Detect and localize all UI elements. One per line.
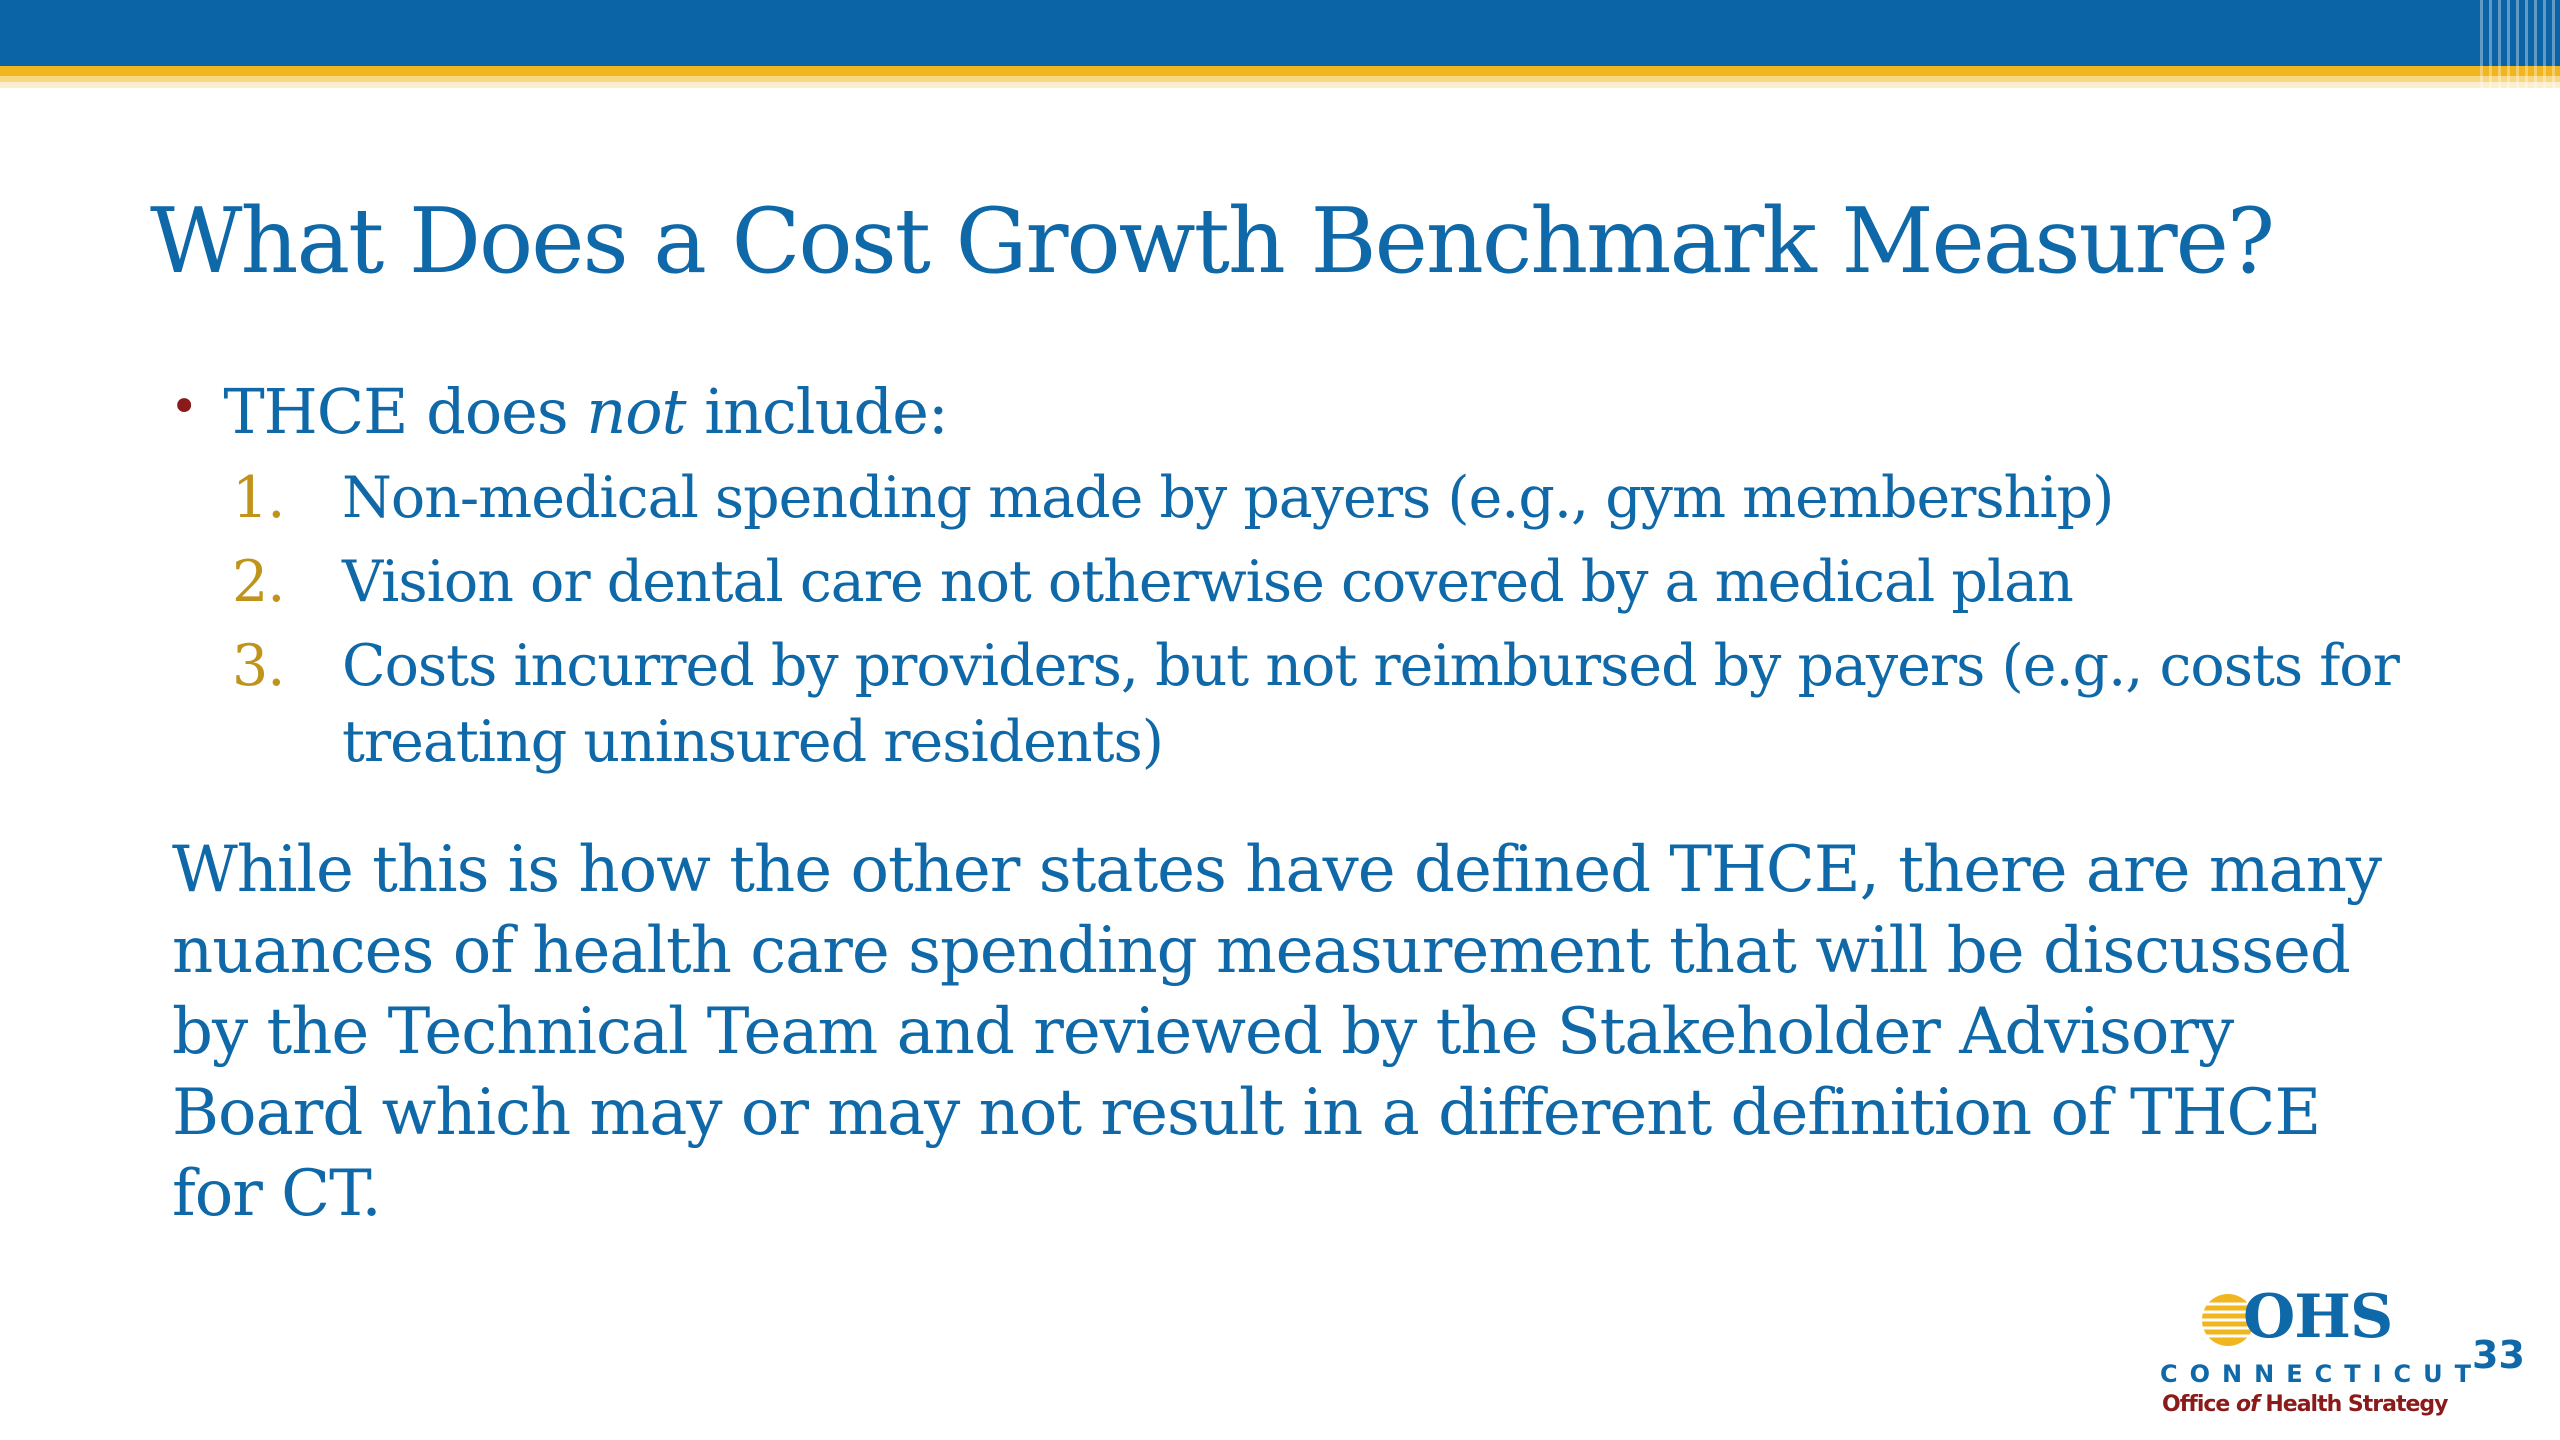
list-item xyxy=(232,628,2412,780)
bullet-suffix: include: xyxy=(685,375,948,448)
header-accent-bar xyxy=(0,66,2560,76)
header-accent-bar-lighter xyxy=(0,82,2560,88)
logo-org-em: of xyxy=(2236,1392,2259,1417)
logo-org-name xyxy=(2162,1392,2448,1417)
logo-org-pre: Office xyxy=(2162,1392,2237,1417)
logo-state: CONNECTICUT xyxy=(2160,1360,2483,1388)
list-item-text: Non-medical spending made by payers (e.g., gym membership) xyxy=(342,465,2114,531)
bullet-emphasis: not xyxy=(586,375,686,448)
header-bar xyxy=(0,0,2560,66)
list-item xyxy=(232,460,2412,536)
bullet-icon: • xyxy=(170,379,198,435)
list-item-number: 2. xyxy=(232,549,285,615)
list-item-text: Vision or dental care not otherwise covered by a medical plan xyxy=(342,549,2073,615)
ohs-logo xyxy=(2158,1282,2483,1418)
list-item xyxy=(232,544,2412,620)
list-item-text: Costs incurred by providers, but not reimbursed by payers (e.g., costs for treating uninsured residents) xyxy=(342,633,2399,775)
list-item-number: 3. xyxy=(232,633,285,699)
body-paragraph: While this is how the other states have defined THCE, there are many nuances of health care spending measurement that will be discussed by the Technical Team and reviewed by the Stakeholder Advisory Board which may or may not result in a different definition of THCE for CT. xyxy=(172,833,2382,1231)
page-number: 33 xyxy=(2472,1333,2525,1377)
header-stripes xyxy=(2480,0,2560,88)
numbered-list xyxy=(232,460,2412,788)
slide-title: What Does a Cost Growth Benchmark Measure? xyxy=(150,189,2274,294)
logo-abbreviation: OHS xyxy=(2243,1282,2393,1352)
bullet-item xyxy=(170,375,948,448)
logo-org-post: Health Strategy xyxy=(2258,1392,2448,1417)
list-item-number: 1. xyxy=(232,465,285,531)
bullet-prefix: THCE does xyxy=(223,375,587,448)
